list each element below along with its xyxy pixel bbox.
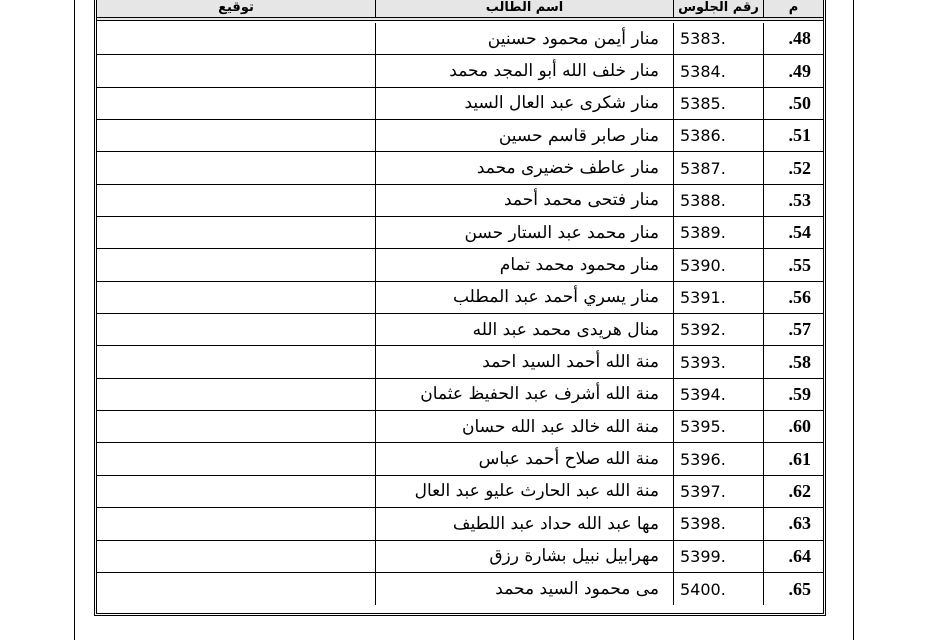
row-number: .58 bbox=[763, 346, 823, 377]
table-row bbox=[97, 217, 823, 249]
row-number: .48 bbox=[763, 23, 823, 54]
row-number: .61 bbox=[763, 443, 823, 474]
seat-number: 5396. bbox=[673, 443, 763, 474]
table-row bbox=[97, 152, 823, 184]
signature-cell bbox=[97, 282, 375, 313]
table-row bbox=[97, 55, 823, 87]
seat-number: 5388. bbox=[673, 185, 763, 216]
table-row bbox=[97, 88, 823, 120]
table-row bbox=[97, 541, 823, 573]
table-row bbox=[97, 185, 823, 217]
table-row bbox=[97, 443, 823, 475]
seat-number: 5389. bbox=[673, 217, 763, 248]
row-number: .49 bbox=[763, 55, 823, 86]
student-name: منار محمد عبد الستار حسن bbox=[375, 217, 673, 248]
seat-number: 5397. bbox=[673, 476, 763, 507]
table-row bbox=[97, 573, 823, 605]
signature-cell bbox=[97, 217, 375, 248]
table-row bbox=[97, 346, 823, 378]
row-number: .54 bbox=[763, 217, 823, 248]
row-number: .59 bbox=[763, 379, 823, 410]
signature-cell bbox=[97, 185, 375, 216]
signature-cell bbox=[97, 476, 375, 507]
row-number: .53 bbox=[763, 185, 823, 216]
row-number: .65 bbox=[763, 573, 823, 605]
student-name: منال هريدى محمد عبد الله bbox=[375, 314, 673, 345]
signature-cell bbox=[97, 55, 375, 86]
signature-cell bbox=[97, 120, 375, 151]
row-number: .56 bbox=[763, 282, 823, 313]
student-name: منار فتحى محمد أحمد bbox=[375, 185, 673, 216]
student-name: منار عاطف خضيرى محمد bbox=[375, 152, 673, 183]
signature-cell bbox=[97, 346, 375, 377]
student-name: مى محمود السيد محمد bbox=[375, 573, 673, 605]
student-name: مها عبد الله حداد عبد اللطيف bbox=[375, 508, 673, 539]
row-number: .50 bbox=[763, 88, 823, 119]
seat-number: 5395. bbox=[673, 411, 763, 442]
seat-number: 5399. bbox=[673, 541, 763, 572]
signature-cell bbox=[97, 23, 375, 54]
student-name: منار صابر قاسم حسين bbox=[375, 120, 673, 151]
signature-cell bbox=[97, 443, 375, 474]
seat-number: 5384. bbox=[673, 55, 763, 86]
student-name: منار محمود محمد تمام bbox=[375, 249, 673, 280]
student-name: منة الله خالد عبد الله حسان bbox=[375, 411, 673, 442]
table-header bbox=[97, 0, 823, 21]
signature-cell bbox=[97, 314, 375, 345]
student-name: مهرابيل نبيل بشارة رزق bbox=[375, 541, 673, 572]
header-number: م bbox=[763, 0, 823, 17]
table-row bbox=[97, 23, 823, 55]
table-body bbox=[97, 23, 823, 605]
student-name: منار يسري أحمد عبد المطلب bbox=[375, 282, 673, 313]
signature-cell bbox=[97, 573, 375, 605]
student-name: منار شكرى عبد العال السيد bbox=[375, 88, 673, 119]
row-number: .60 bbox=[763, 411, 823, 442]
student-name: منة الله أحمد السيد احمد bbox=[375, 346, 673, 377]
seat-number: 5391. bbox=[673, 282, 763, 313]
seat-number: 5390. bbox=[673, 249, 763, 280]
seat-number: 5398. bbox=[673, 508, 763, 539]
header-seat-number: رقم الجلوس bbox=[673, 0, 763, 17]
row-number: .55 bbox=[763, 249, 823, 280]
signature-cell bbox=[97, 508, 375, 539]
row-number: .52 bbox=[763, 152, 823, 183]
student-name: منار أيمن محمود حسنين bbox=[375, 23, 673, 54]
table-row bbox=[97, 508, 823, 540]
student-name: منار خلف الله أبو المجد محمد bbox=[375, 55, 673, 86]
table-row bbox=[97, 411, 823, 443]
student-table bbox=[94, 0, 826, 616]
table-row bbox=[97, 314, 823, 346]
row-number: .64 bbox=[763, 541, 823, 572]
student-name: منة الله عبد الحارث عليو عبد العال bbox=[375, 476, 673, 507]
seat-number: 5394. bbox=[673, 379, 763, 410]
seat-number: 5393. bbox=[673, 346, 763, 377]
signature-cell bbox=[97, 152, 375, 183]
seat-number: 5386. bbox=[673, 120, 763, 151]
table-row bbox=[97, 379, 823, 411]
signature-cell bbox=[97, 379, 375, 410]
seat-number: 5385. bbox=[673, 88, 763, 119]
student-name: منة الله أشرف عبد الحفيظ عثمان bbox=[375, 379, 673, 410]
student-name: منة الله صلاح أحمد عباس bbox=[375, 443, 673, 474]
signature-cell bbox=[97, 541, 375, 572]
row-number: .62 bbox=[763, 476, 823, 507]
header-signature: توقيع bbox=[218, 0, 254, 15]
signature-cell bbox=[97, 88, 375, 119]
table-row bbox=[97, 120, 823, 152]
row-number: .57 bbox=[763, 314, 823, 345]
table-row bbox=[97, 476, 823, 508]
seat-number: 5387. bbox=[673, 152, 763, 183]
signature-cell bbox=[97, 249, 375, 280]
signature-cell bbox=[97, 411, 375, 442]
table-row bbox=[97, 282, 823, 314]
seat-number: 5392. bbox=[673, 314, 763, 345]
header-student-name: اسم الطالب bbox=[375, 0, 673, 17]
row-number: .63 bbox=[763, 508, 823, 539]
seat-number: 5400. bbox=[673, 573, 763, 605]
row-number: .51 bbox=[763, 120, 823, 151]
table-row bbox=[97, 249, 823, 281]
seat-number: 5383. bbox=[673, 23, 763, 54]
